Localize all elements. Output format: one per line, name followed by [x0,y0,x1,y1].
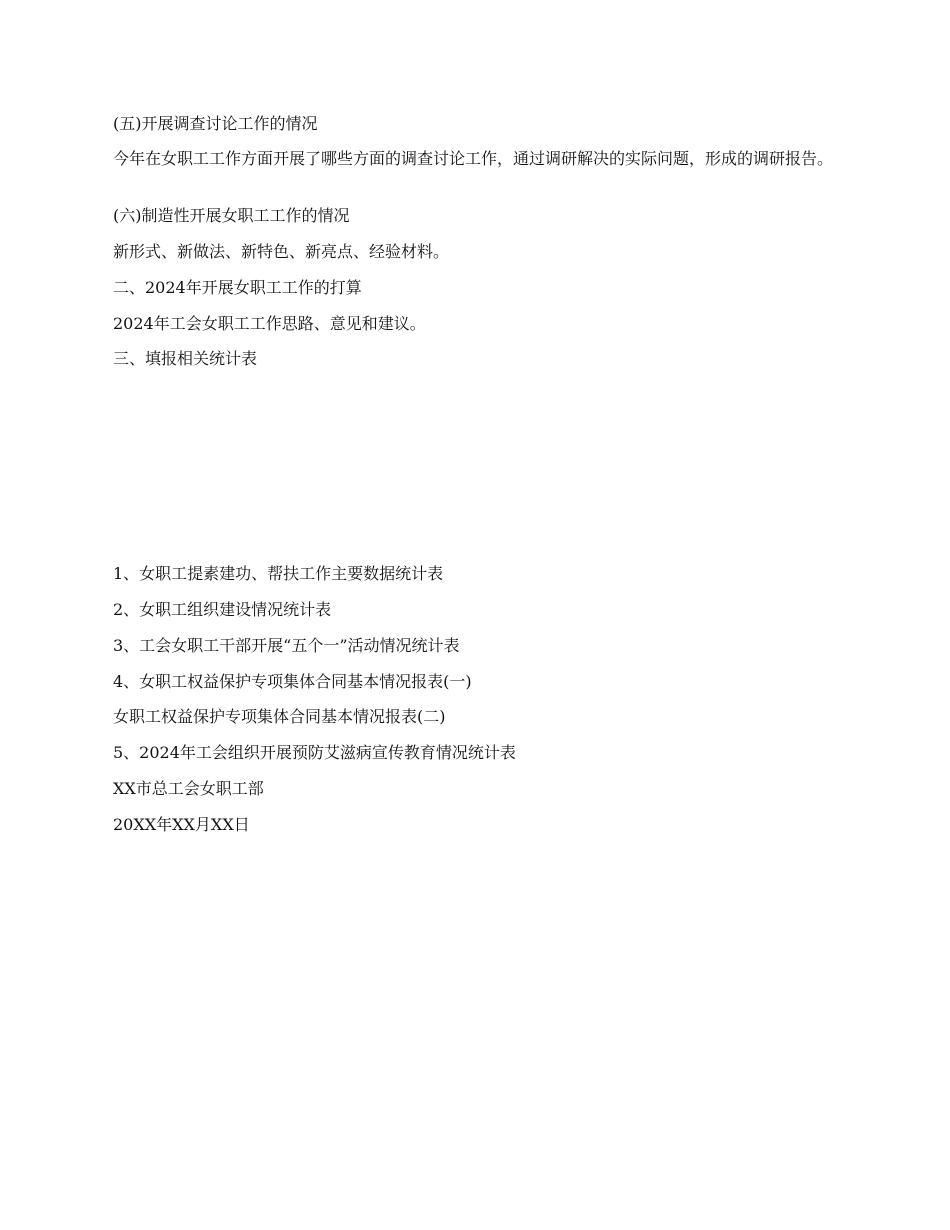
table-list-item: 3、工会女职工干部开展“五个一”活动情况统计表 [113,636,460,655]
section6-body: 新形式、新做法、新特色、新亮点、经验材料。 [113,242,450,261]
table-list-item: 女职工权益保护专项集体合同基本情况报表(二) [113,707,446,726]
part3-heading: 三、填报相关统计表 [113,349,258,368]
section6-heading: (六)制造性开展女职工工作的情况 [113,206,350,225]
part2-heading: 二、2024年开展女职工工作的打算 [113,278,362,297]
section5-heading: (五)开展调查讨论工作的情况 [113,114,318,133]
signature-org: XX市总工会女职工部 [113,779,264,798]
table-list-item: 5、2024年工会组织开展预防艾滋病宣传教育情况统计表 [113,743,516,762]
part2-body: 2024年工会女职工工作思路、意见和建议。 [113,314,426,333]
signature-date: 20XX年XX月XX日 [113,815,250,834]
table-list-item: 1、女职工提素建功、帮扶工作主要数据统计表 [113,564,444,583]
section5-body: 今年在女职工工作方面开展了哪些方面的调查讨论工作，通过调研解决的实际问题，形成的调研报告。 [113,149,834,168]
table-list-item: 2、女职工组织建设情况统计表 [113,600,332,619]
table-list-item: 4、女职工权益保护专项集体合同基本情况报表(一) [113,672,472,691]
